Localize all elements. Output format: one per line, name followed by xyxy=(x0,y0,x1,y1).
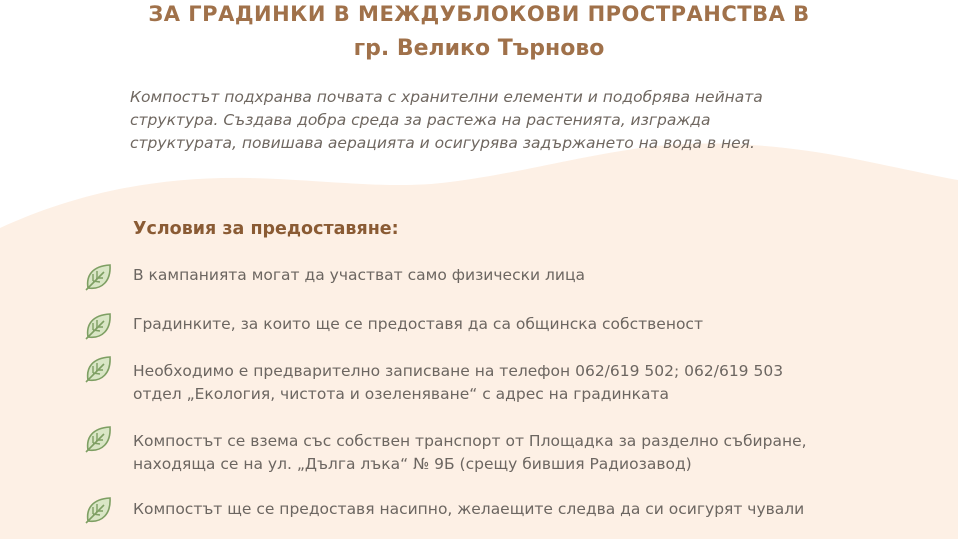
list-item-line: В кампанията могат да участват само физически лица xyxy=(133,266,585,284)
list-item-text xyxy=(133,360,933,406)
list-item-text xyxy=(133,430,933,476)
leaf-icon xyxy=(84,495,114,525)
title-line-1: ЗА ГРАДИНКИ В МЕЖДУБЛОКОВИ ПРОСТРАНСТВА В xyxy=(148,2,810,26)
list-item-line: Необходимо е предварително записване на телефон 062/619 502; 062/619 503 xyxy=(133,362,784,380)
list-item-line: Компостът ще се предоставя насипно, желаещите следва да си осигурят чували xyxy=(133,500,805,518)
list-item-line: находяща се на ул. „Дълга лъка“ № 9Б (срещу бившия Радиозавод) xyxy=(133,455,692,473)
leaf-icon xyxy=(84,262,114,292)
list-item-line: отдел „Екология, чистота и озеленяване“ с адрес на градинката xyxy=(133,385,670,403)
list-item-text xyxy=(133,498,933,521)
intro-line-2: структура. Създава добра среда за растежа на растенията, изгражда xyxy=(130,111,711,129)
intro-line-3: структурата, повишава аерацията и осигурява задържането на вода в нея. xyxy=(130,134,755,152)
list-item-text xyxy=(133,264,933,287)
intro-paragraph xyxy=(130,86,850,155)
title-line-2: гр. Велико Търново xyxy=(353,36,605,61)
list-item-text xyxy=(133,313,933,336)
list-item-line: Градинките, за които ще се предоставя да са общинска собственост xyxy=(133,315,703,333)
intro-line-1: Компостът подхранва почвата с хранителни елементи и подобрява нейната xyxy=(130,88,763,106)
conditions-heading: Условия за предоставяне: xyxy=(133,219,399,239)
leaf-icon xyxy=(84,424,114,454)
list-item-line: Компостът се взема със собствен транспорт от Площадка за разделно събиране, xyxy=(133,432,807,450)
leaf-icon xyxy=(84,354,114,384)
leaf-icon xyxy=(84,311,114,341)
